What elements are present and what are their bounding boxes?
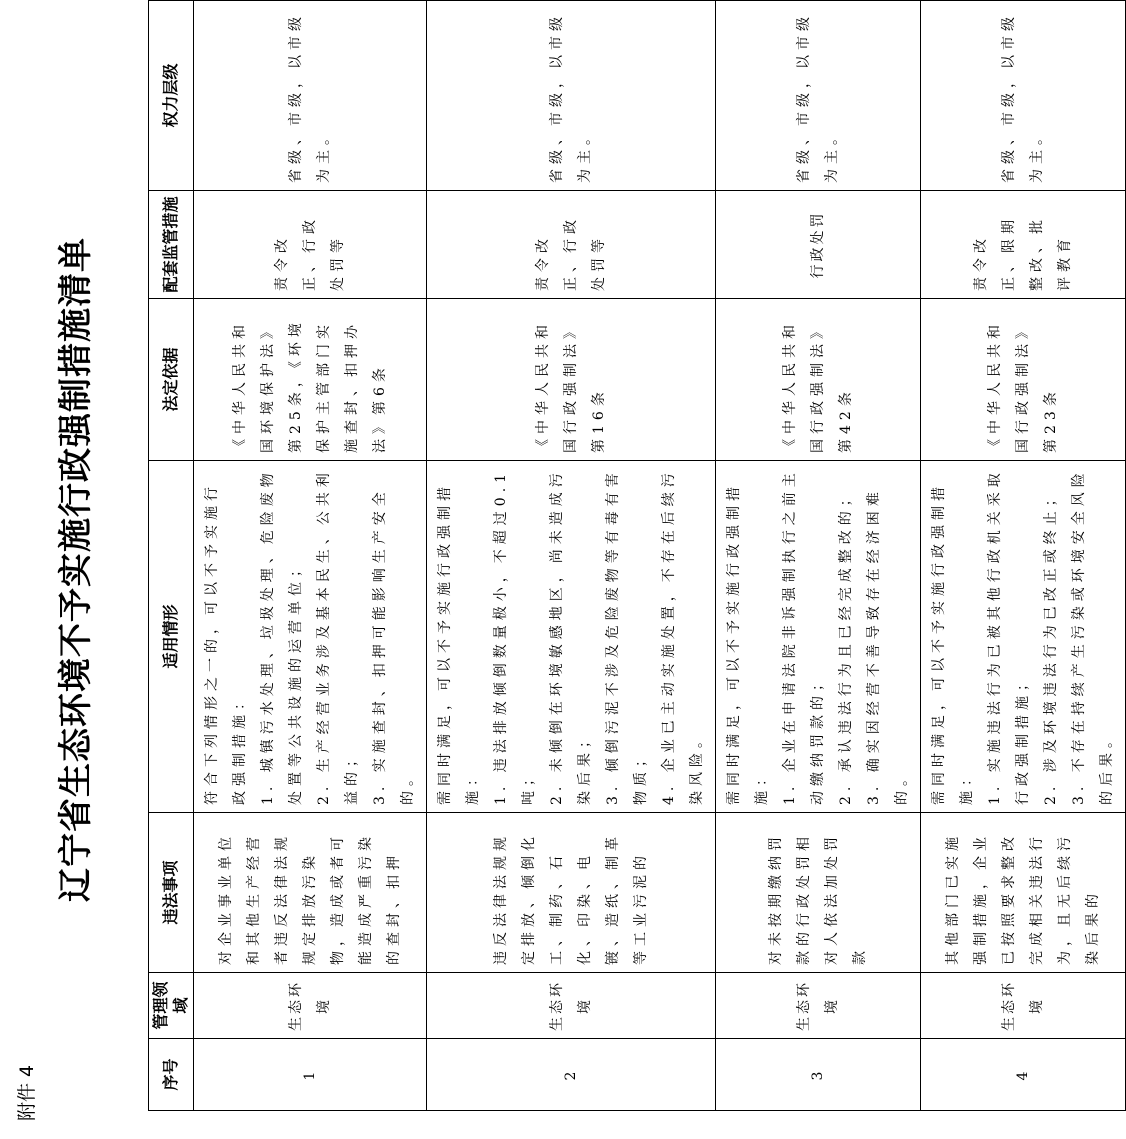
row-measures: 责令改正、行政处罚等	[427, 191, 716, 299]
row-seq: 4	[921, 1039, 1126, 1111]
table-row	[427, 1, 716, 1111]
circumstance-line: 3. 倾倒污泥不涉及危险废物等有毒有害物质；	[605, 468, 649, 805]
circumstance-line: 1. 企业在申请法院非诉强制执行之前主动缴纳罚款的；	[782, 468, 826, 805]
row-level: 省级、市级，以市级为主。	[427, 1, 716, 191]
circumstance-line: 需同时满足，可以不予实施行政强制措施：	[931, 482, 975, 805]
row-seq: 2	[427, 1039, 716, 1111]
circumstance-line: 3. 确实因经营不善导致存在经济困难的。	[866, 487, 910, 805]
measures-table	[148, 0, 1126, 1111]
circumstance-line: 1. 城镇污水处理、垃圾处理、危险废物处置等公共设施的运营单位；	[260, 468, 304, 805]
row-circumstance	[427, 461, 716, 813]
circumstance-line: 3. 实施查封、扣押可能影响生产安全的。	[372, 487, 416, 805]
page-title: 辽宁省生态环境不予实施行政强制措施清单	[56, 237, 96, 902]
circumstance-line: 2. 未倾倒在环境敏感地区，尚未造成污染后果；	[549, 468, 593, 805]
row-circumstance	[716, 461, 921, 813]
header-row	[149, 1, 194, 1111]
circumstance-line: 1. 实施违法行为已被其他行政机关采取行政强制措施；	[987, 468, 1031, 805]
row-level: 省级、市级，以市级为主。	[194, 1, 427, 191]
row-legal-basis: 《中华人民共和国环境保护法》第25条，《环境保护主管部门实施查封、扣押办法》第6条	[194, 299, 427, 461]
header-legal-basis: 法定依据	[149, 299, 194, 461]
header-domain: 管理领域	[149, 973, 194, 1039]
row-legal-basis: 《中华人民共和国行政强制法》第42条	[716, 299, 921, 461]
row-seq: 3	[716, 1039, 921, 1111]
row-legal-basis: 《中华人民共和国行政强制法》第16条	[427, 299, 716, 461]
header-circumstance: 适用情形	[149, 461, 194, 813]
circumstance-line: 2. 承认违法行为且已经完成整改的；	[838, 487, 854, 805]
circumstance-line: 3. 不存在持续产生污染或环境安全风险的后果。	[1071, 468, 1115, 805]
row-level: 省级、市级，以市级为主。	[921, 1, 1126, 191]
row-violation: 对企业事业单位和其他生产经营者违反法律法规规定排放污染物，造成或者可能造成严重污染的查封、扣押	[194, 813, 427, 973]
row-violation: 违反法律法规规定排放、倾倒化工、制药、石化、印染、电镀、造纸、制革等工业污泥的	[427, 813, 716, 973]
row-seq: 1	[194, 1039, 427, 1111]
table-row	[921, 1, 1126, 1111]
circumstance-line: 4. 企业已主动实施处置，不存在后续污染风险。	[661, 468, 705, 805]
row-domain: 生态环境	[427, 973, 716, 1039]
circumstance-line: 需同时满足，可以不予实施行政强制措施：	[437, 482, 481, 805]
row-measures: 责令改正、限期整改、批评教育	[921, 191, 1126, 299]
row-measures: 责令改正、行政处罚等	[194, 191, 427, 299]
table-row	[194, 1, 427, 1111]
circumstance-line: 符合下列情形之一的，可以不予实施行政强制措施：	[204, 482, 248, 805]
row-circumstance	[921, 461, 1126, 813]
circumstance-line: 1. 违法排放倾倒数量极小，不超过0.1吨；	[493, 468, 537, 805]
row-violation: 对未按期缴纳罚款的行政处罚相对人依法加处罚款	[716, 813, 921, 973]
table-row	[716, 1, 921, 1111]
header-seq: 序号	[149, 1039, 194, 1111]
header-level: 权力层级	[149, 1, 194, 191]
row-domain: 生态环境	[716, 973, 921, 1039]
row-circumstance	[194, 461, 427, 813]
row-legal-basis: 《中华人民共和国行政强制法》第23条	[921, 299, 1126, 461]
row-domain: 生态环境	[921, 973, 1126, 1039]
row-violation: 其他部门已实施强制措施，企业已按照要求整改完成相关违法行为，且无后续污染后果的	[921, 813, 1126, 973]
row-level: 省级、市级，以市级为主。	[716, 1, 921, 191]
annex-label: 附件 4	[16, 1064, 38, 1121]
circumstance-line: 2. 生产经营业务涉及基本民生、公共利益的；	[316, 468, 360, 805]
row-domain: 生态环境	[194, 973, 427, 1039]
row-measures: 行政处罚	[716, 191, 921, 299]
circumstance-line: 2. 涉及环境违法行为已改正或终止；	[1043, 487, 1059, 805]
circumstance-line: 需同时满足，可以不予实施行政强制措施：	[726, 482, 770, 805]
header-violation: 违法事项	[149, 813, 194, 973]
header-measures: 配套监管措施	[149, 191, 194, 299]
